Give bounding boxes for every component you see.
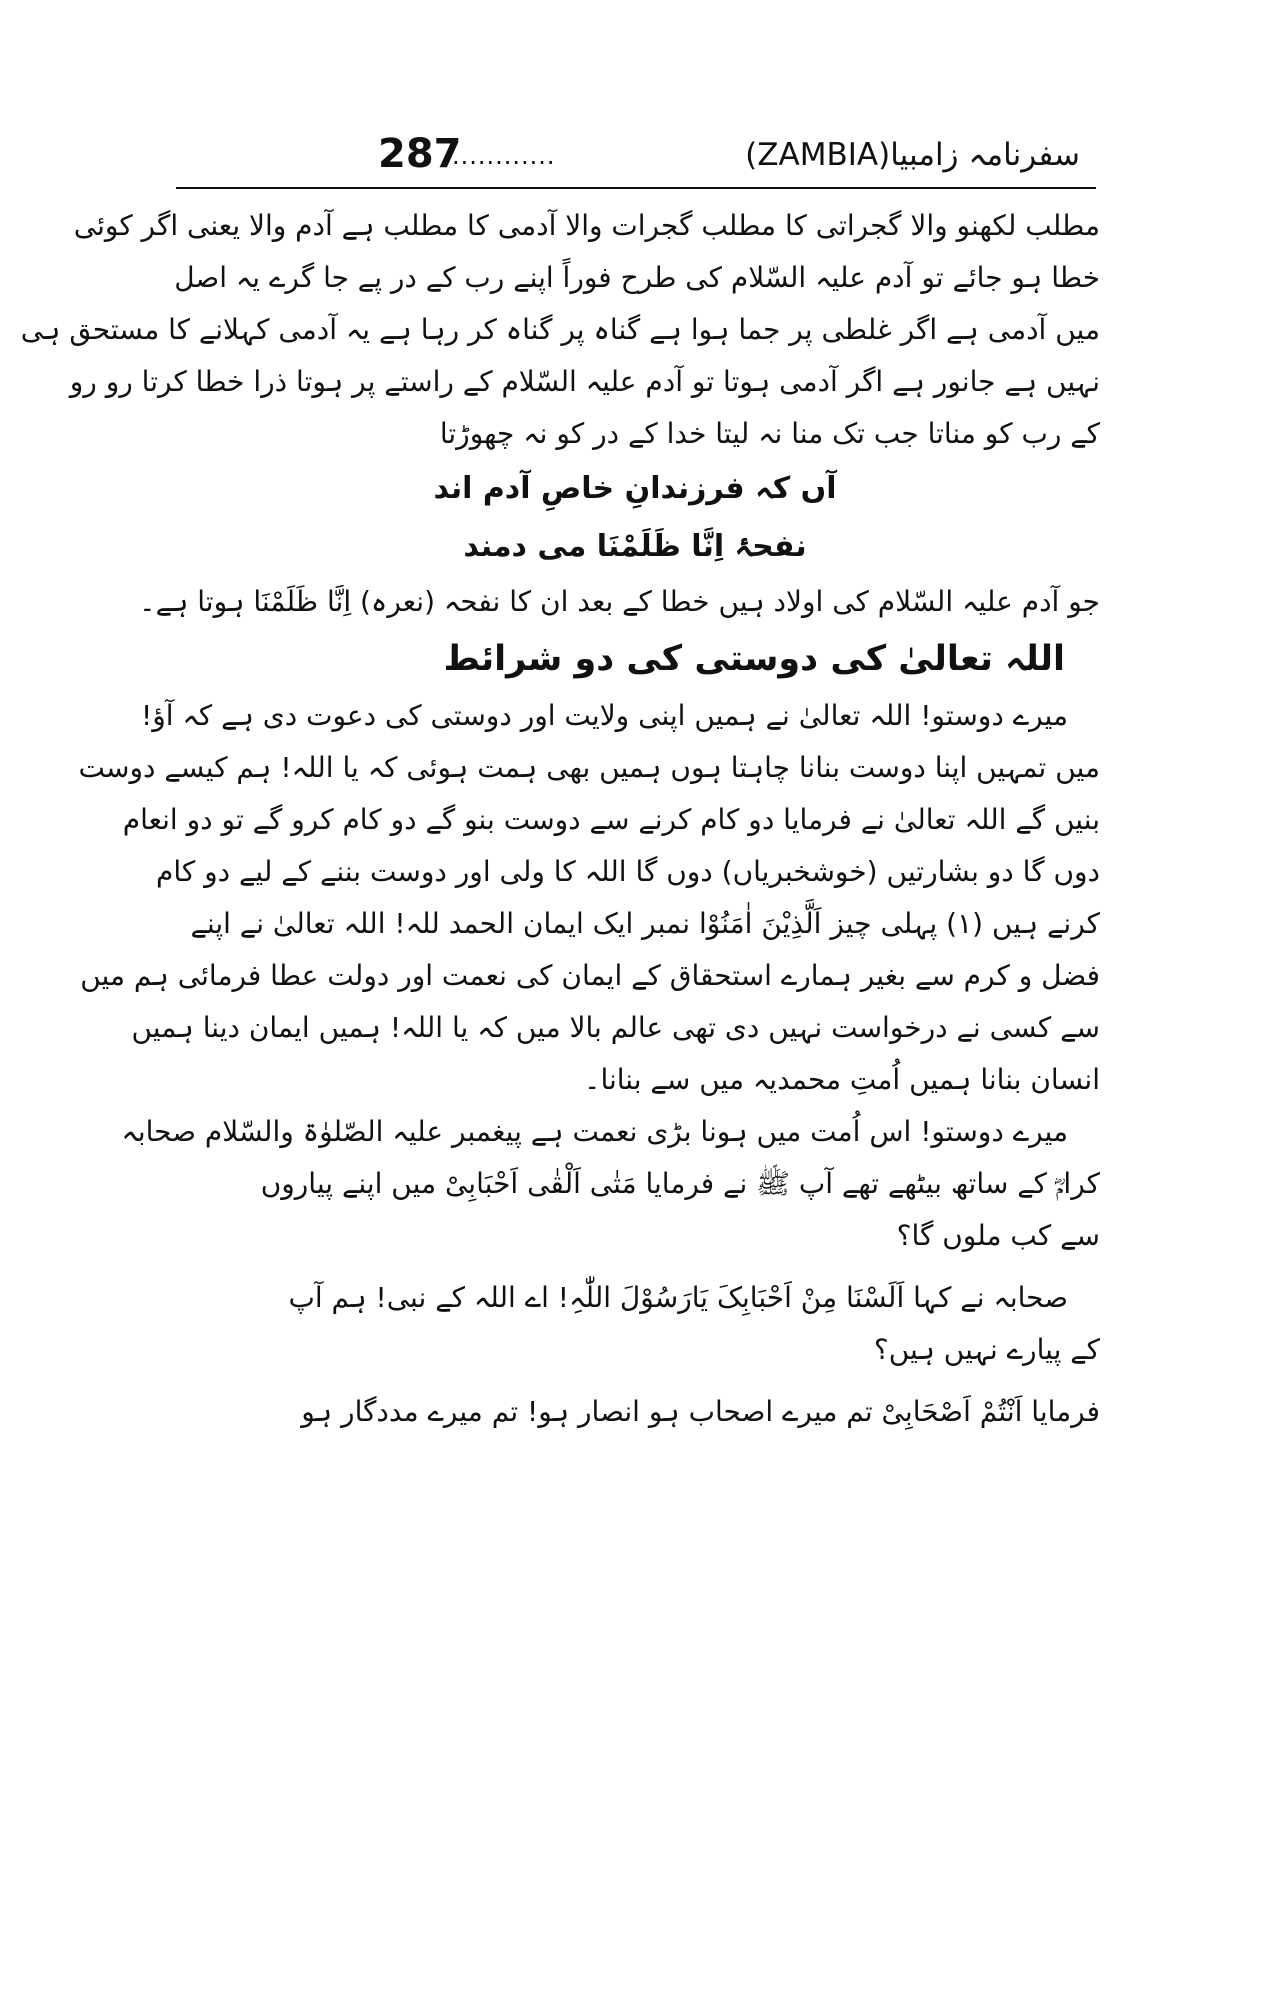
text-line: خطا ہو جائے تو آدم علیہ السّلام کی طرح فوراً اپنے رب کے در پے جا گرے یہ اصل [174, 261, 1100, 294]
persian-verse [170, 460, 1100, 576]
header-rule [176, 187, 1096, 189]
text-line: انسان بنانا ہمیں اُمتِ محمدیہ میں سے بنانا۔ [584, 1063, 1100, 1096]
text-line: فرمایا اَنْتُمْ اَصْحَابِیْ تم میرے اصحاب ہو انصار ہو! تم میرے مددگار ہو [301, 1395, 1100, 1428]
body-text [20, 200, 1100, 1438]
text-line: سے کسی نے درخواست نہیں دی تھی عالم بالا میں کہ یا اللہ! ہمیں ایمان دینا ہمیں [131, 1011, 1100, 1044]
text-line: نہیں ہے جانور ہے اگر آدمی ہوتا تو آدم علیہ السّلام کے راستے پر ہوتا ذرا خطا کرتا رو رو [69, 365, 1100, 398]
paragraph-gap [170, 1376, 1100, 1386]
text-line: میں آدمی ہے اگر غلطی پر جما ہوا ہے گناہ پر گناہ کر رہا ہے یہ آدمی کہلانے کا مستحق ہی [20, 313, 1100, 346]
paragraph-5 [170, 1386, 1100, 1438]
paragraph-2 [78, 690, 1100, 1106]
text-line: کرامؓ کے ساتھ بیٹھے تھے آپ ﷺ نے فرمایا مَتٰی اَلْقٰی اَحْبَابِیْ میں اپنے پیاروں [260, 1167, 1100, 1200]
running-title: سفرنامہ زامبیا(ZAMBIA) [745, 137, 1080, 173]
text-line: سے کب ملوں گا؟ [896, 1219, 1100, 1252]
text-line: فضل و کرم سے بغیر ہمارے استحقاق کے ایمان کی نعمت اور دولت عطا فرمائی ہم میں [80, 959, 1100, 992]
paragraph-gap [170, 1262, 1100, 1272]
text-line: صحابہ نے کہا اَلَسْنَا مِنْ اَحْبَابِکَ یَارَسُوْلَ اللّٰہِ! اے اللہ کے نبی! ہم آپ [288, 1281, 1068, 1314]
text-line: دوں گا دو بشارتیں (خوشخبریاں) دوں گا اللہ کا ولی اور دوست بننے کے لیے دو کام [156, 855, 1100, 888]
verse-line: آں کہ فرزندانِ خاصِ آدم اند [433, 471, 837, 506]
section-heading: اللہ تعالیٰ کی دوستی کی دو شرائط [443, 639, 1065, 679]
text-line: مطلب لکھنو والا گجراتی کا مطلب گجرات والا آدمی کا مطلب ہے آدم والا یعنی اگر کوئی [73, 209, 1100, 242]
leader-dots: ............ [452, 142, 556, 170]
page-header [180, 128, 1090, 188]
text-line: بنیں گے اللہ تعالیٰ نے فرمایا دو کام کرنے سے دوست بنو گے دو کام کرو گے تو دو انعام [122, 803, 1100, 836]
text-line: میرے دوستو! اس اُمت میں ہونا بڑی نعمت ہے پیغمبر علیہ الصّلوٰۃ والسّلام صحابہ [121, 1115, 1068, 1148]
paragraph-4 [170, 1272, 1100, 1376]
paragraph-3 [121, 1106, 1100, 1262]
text-line: میں تمہیں اپنا دوست بنانا چاہتا ہوں ہمیں بھی ہمت ہوئی کہ یا اللہ! ہم کیسے دوست [78, 751, 1100, 784]
verse-line: نفحۂ اِنَّا ظَلَمْنَا می دمند [463, 529, 807, 564]
text-line: میرے دوستو! اللہ تعالیٰ نے ہمیں اپنی ولایت اور دوستی کی دعوت دی ہے کہ آؤ! [141, 699, 1068, 732]
verse-explanation: جو آدم علیہ السّلام کی اولاد ہیں خطا کے بعد ان کا نفحہ (نعرہ) اِنَّا ظَلَمْنَا ہوتا ہے۔ [139, 585, 1100, 618]
page-number: 287 [378, 131, 462, 177]
text-line: کے رب کو مناتا جب تک منا نہ لیتا خدا کے در کو نہ چھوڑتا [439, 417, 1100, 450]
paragraph-1 [20, 200, 1100, 460]
text-line: کرنے ہیں (۱) پہلی چیز اَلَّذِیْنَ اٰمَنُوْا نمبر ایک ایمان الحمد للہ! اللہ تعالیٰ نے اپنے [190, 907, 1100, 940]
text-line: کے پیارے نہیں ہیں؟ [873, 1333, 1100, 1366]
